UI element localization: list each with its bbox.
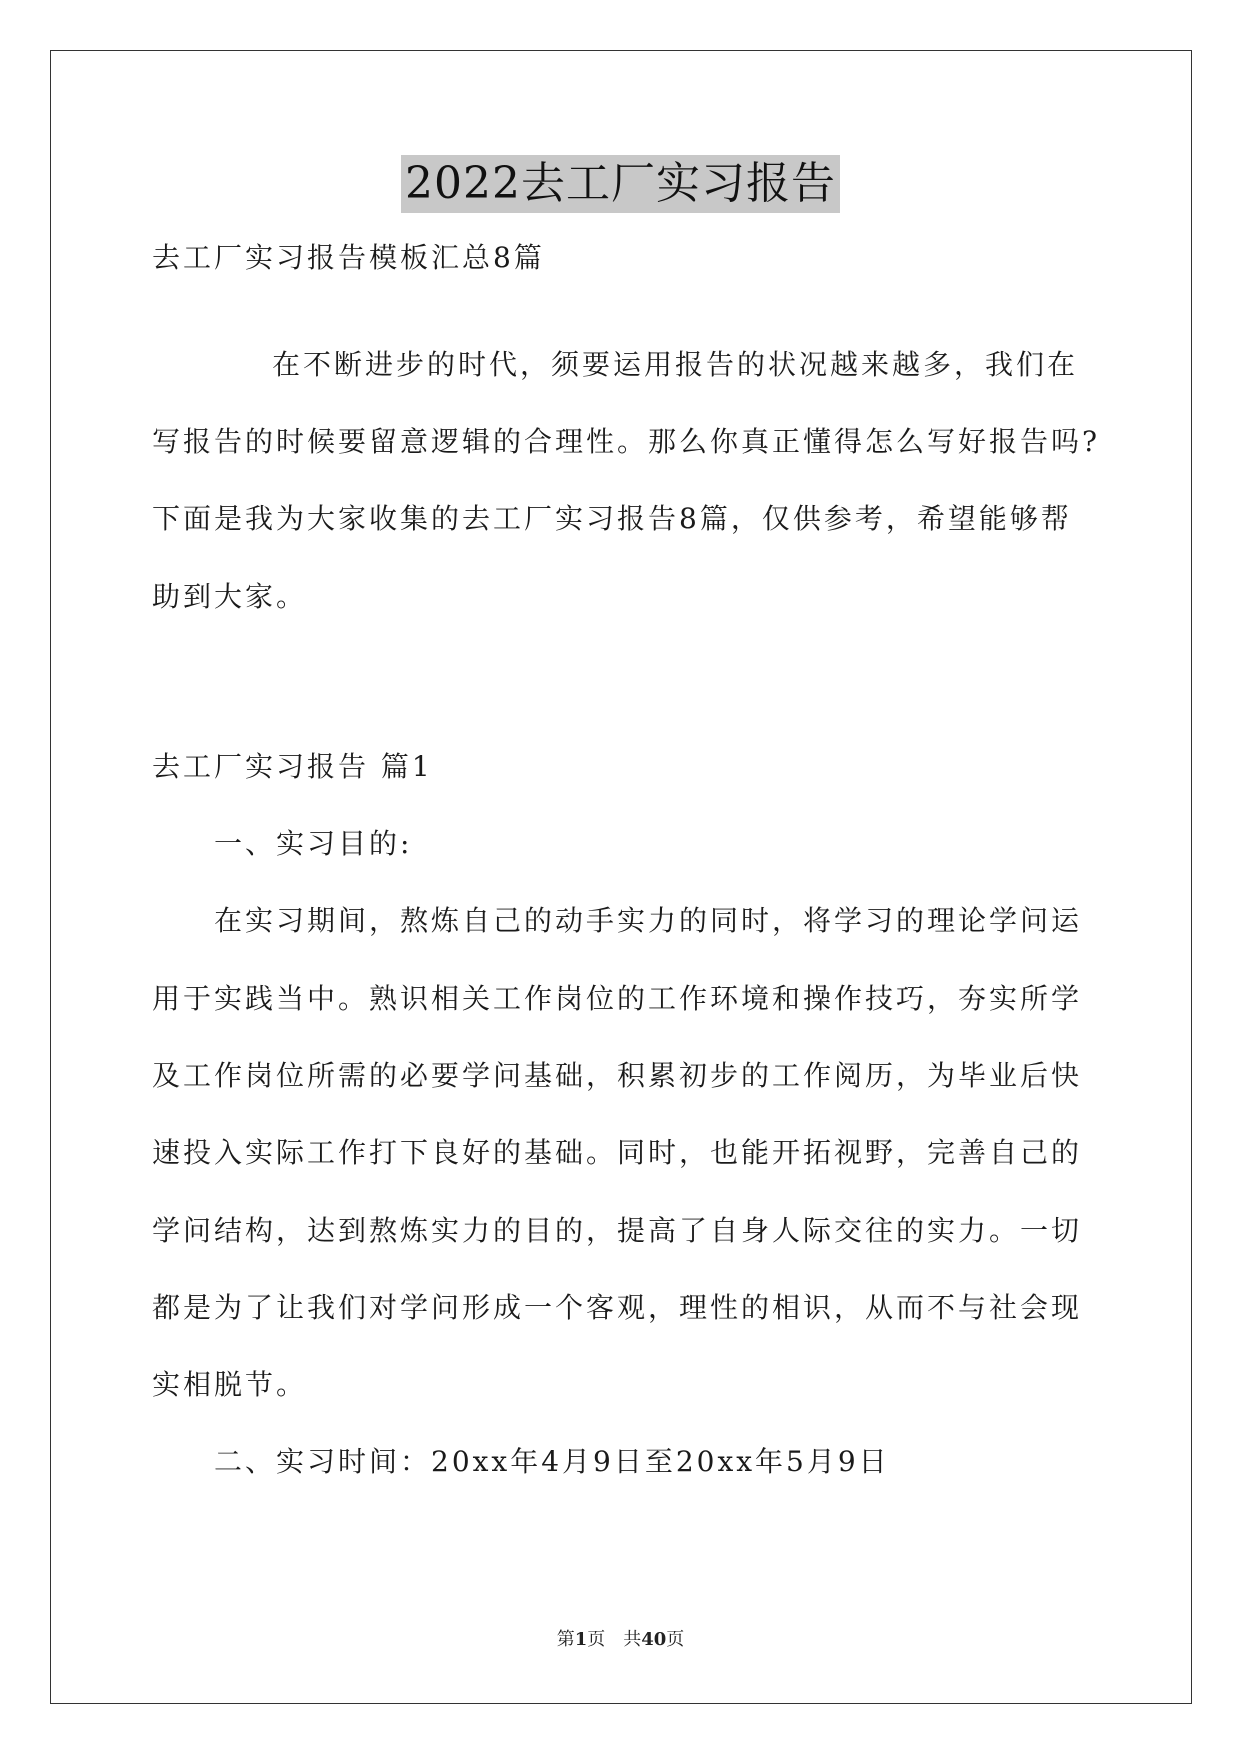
footer-page-suffix: 页 xyxy=(666,1629,685,1650)
title-container xyxy=(0,155,1241,213)
purpose-line-4: 速投入实际工作打下良好的基础。同时，也能开拓视野，完善自己的 xyxy=(152,1136,1083,1169)
document-subtitle: 去工厂实习报告模板汇总8篇 xyxy=(152,241,545,274)
purpose-line-1: 在实习期间，熬炼自己的动手实力的同时，将学习的理论学问运 xyxy=(214,904,1083,937)
internship-time: 二、实习时间：20xx年4月9日至20xx年5月9日 xyxy=(214,1445,890,1478)
intro-line-3: 下面是我为大家收集的去工厂实习报告8篇，仅供参考，希望能够帮 xyxy=(152,502,1072,535)
intro-line-2: 写报告的时候要留意逻辑的合理性。那么你真正懂得怎么写好报告吗? xyxy=(152,425,1101,458)
purpose-line-2: 用于实践当中。熟识相关工作岗位的工作环境和操作技巧，夯实所学 xyxy=(152,982,1083,1015)
document-title: 2022去工厂实习报告 xyxy=(401,155,840,213)
footer-page-prefix: 第 xyxy=(556,1629,575,1650)
purpose-line-5: 学问结构，达到熬炼实力的目的，提高了自身人际交往的实力。一切 xyxy=(152,1214,1083,1247)
purpose-line-7: 实相脱节。 xyxy=(152,1368,308,1401)
intro-line-4: 助到大家。 xyxy=(152,580,308,613)
intro-line-1: 在不断进步的时代，须要运用报告的状况越来越多，我们在 xyxy=(272,348,1079,381)
footer-page-number: 1 xyxy=(574,1629,588,1650)
footer-page-total: 40 xyxy=(641,1629,667,1650)
page-footer xyxy=(0,1628,1241,1652)
purpose-line-6: 都是为了让我们对学问形成一个客观，理性的相识，从而不与社会现 xyxy=(152,1291,1083,1324)
purpose-heading: 一、实习目的: xyxy=(214,827,413,860)
footer-page-mid: 页 共 xyxy=(587,1629,642,1650)
purpose-line-3: 及工作岗位所需的必要学问基础，积累初步的工作阅历，为毕业后快 xyxy=(152,1059,1083,1092)
section-heading: 去工厂实习报告 篇1 xyxy=(152,750,433,783)
